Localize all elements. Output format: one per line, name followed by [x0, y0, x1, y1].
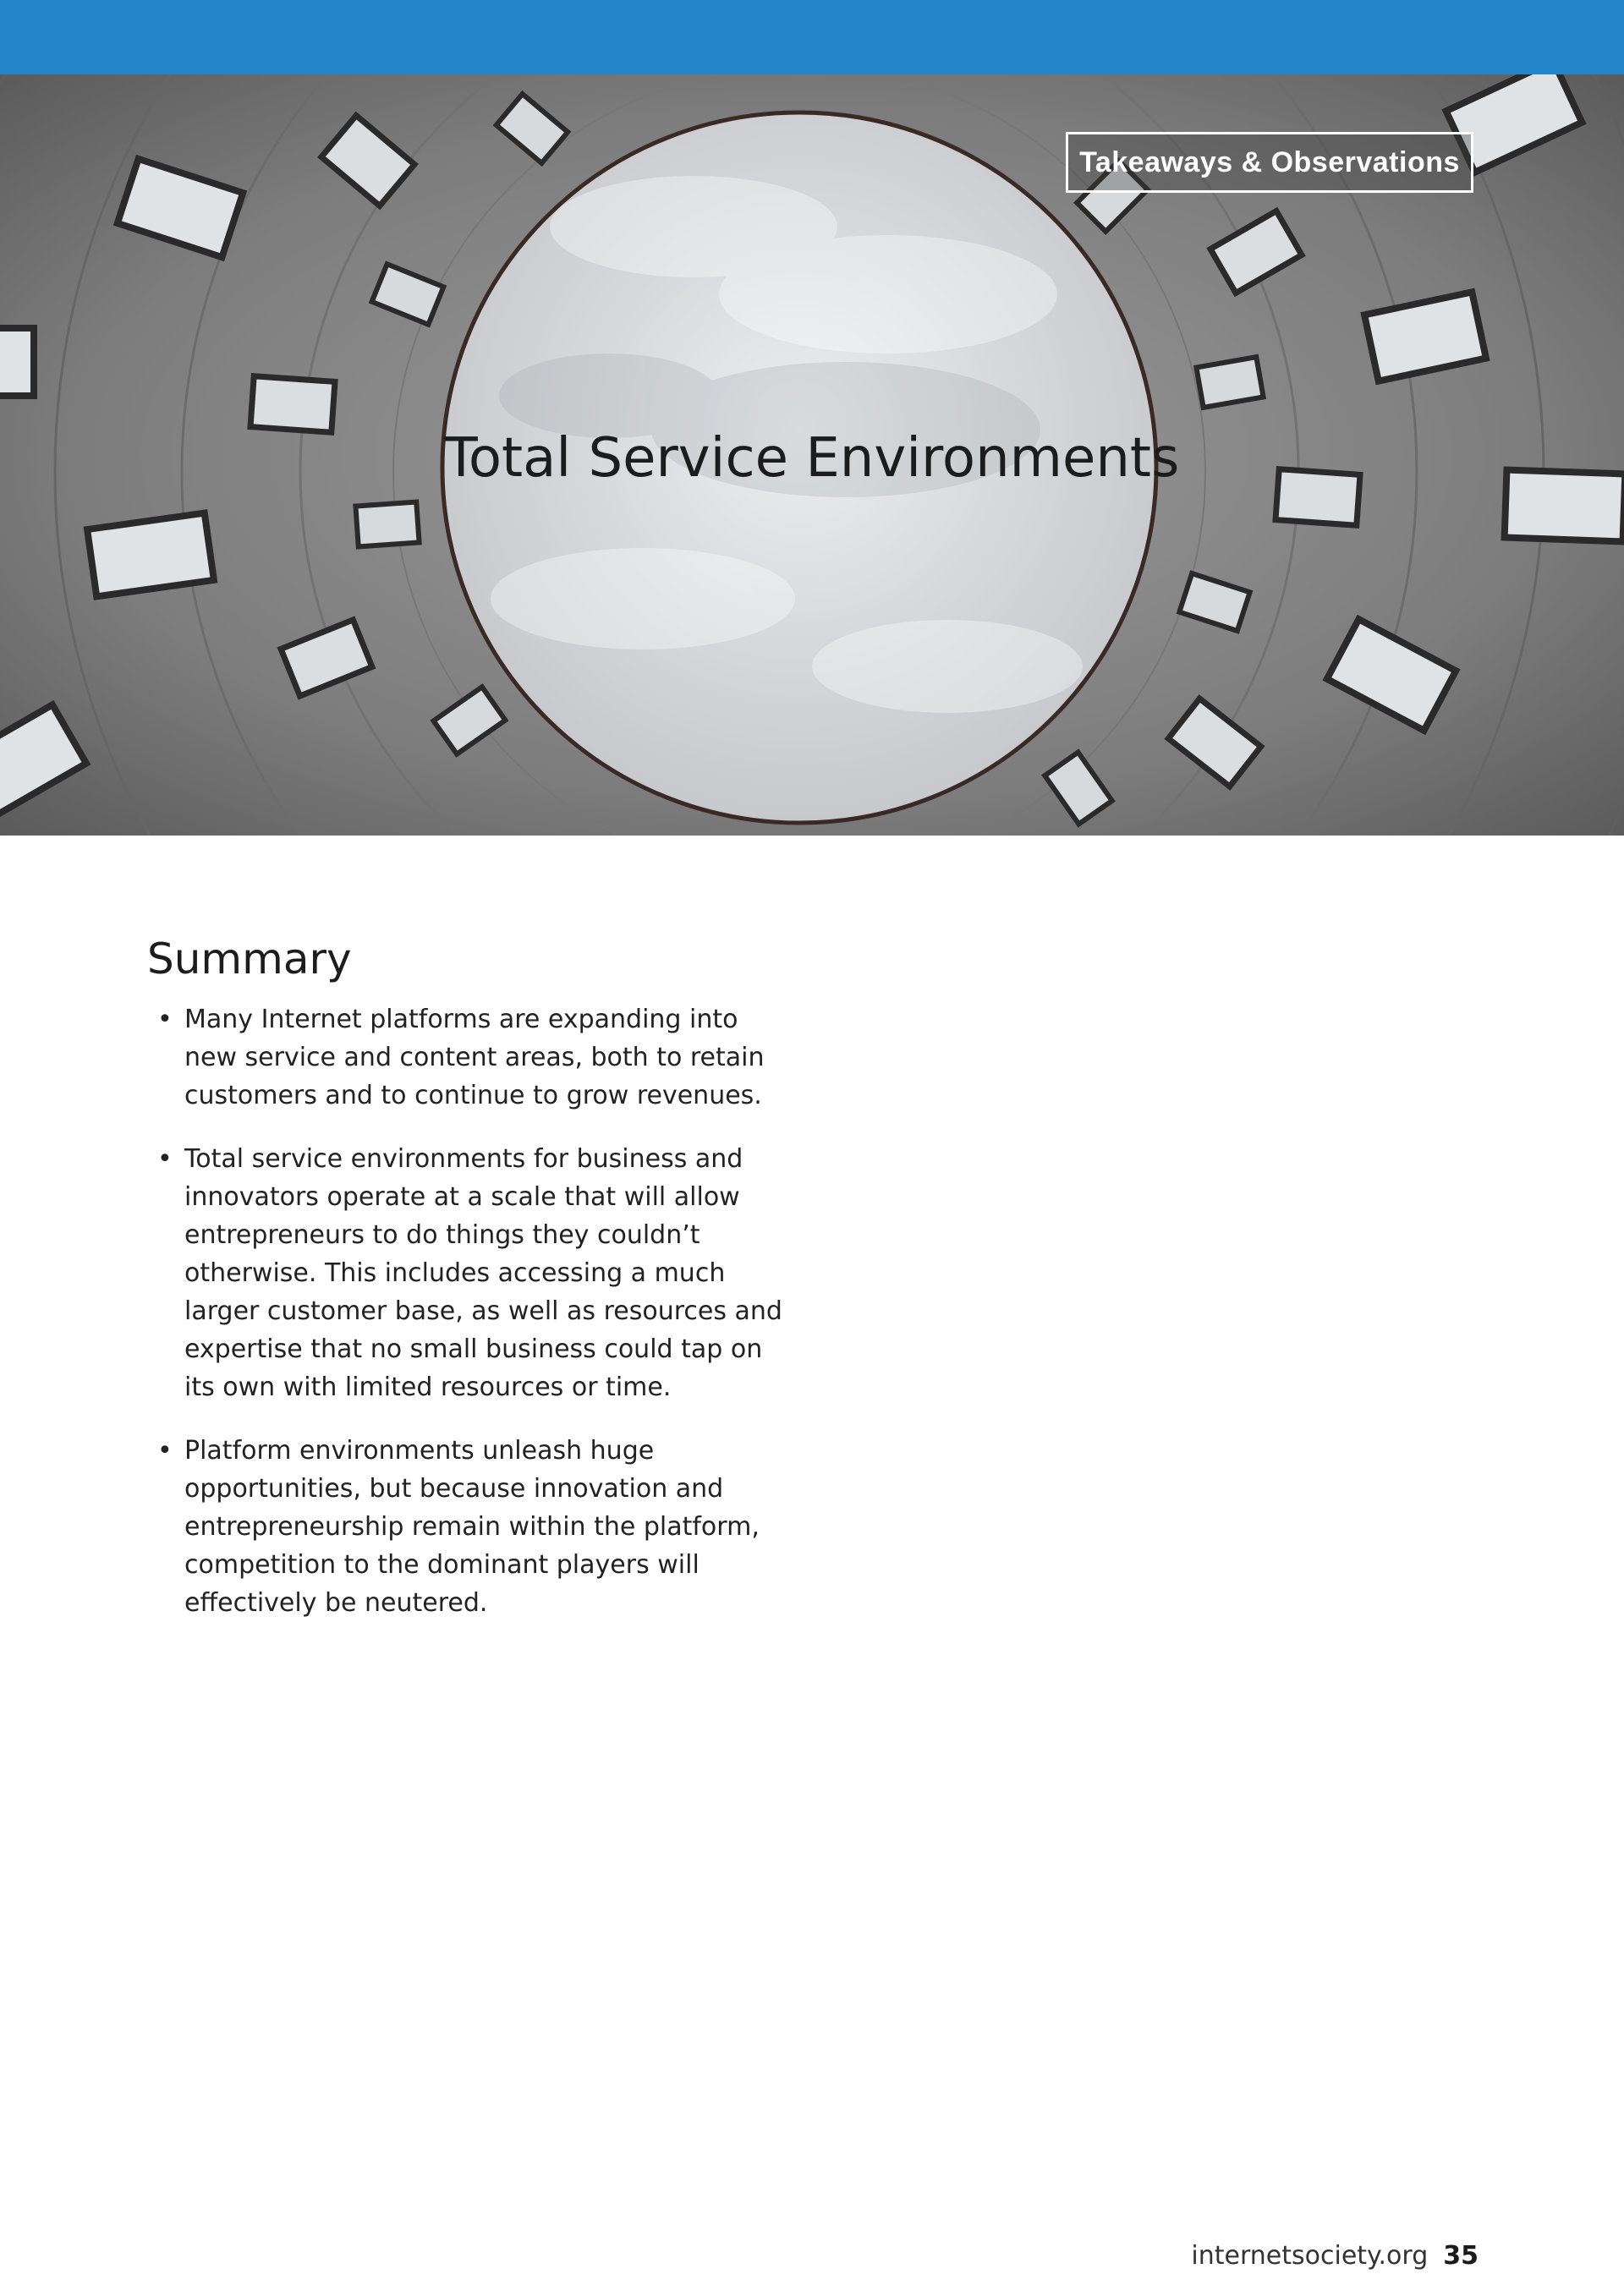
list-item-text: Platform environments unleash huge opportunities, but because innovation and entrepreneurship remain within the platform, competition to the dominant players will effectively be neutered. [184, 1436, 760, 1618]
list-item [147, 1140, 793, 1406]
section-badge: Takeaways & Observations [1066, 132, 1473, 193]
list-item [147, 1432, 793, 1622]
summary-heading: Summary [147, 934, 352, 984]
list-item-text: Many Internet platforms are expanding into new service and content areas, both to retain customers and to continue to grow revenues. [184, 1005, 765, 1110]
summary-list [147, 1000, 790, 1622]
bullet-icon: • [157, 1144, 173, 1174]
list-item [147, 1000, 793, 1115]
bullet-icon: • [157, 1005, 173, 1034]
footer-site-link[interactable]: internetsociety.org [1191, 2241, 1429, 2271]
page-number: 35 [1443, 2241, 1479, 2271]
list-item-text: Total service environments for business and innovators operate at a scale that will allow entrepreneurs to do things they couldn’t otherwise. This includes accessing a much larger customer base, as well as resources and expertise that no small business could tap on its own with limited resources or time. [184, 1144, 782, 1402]
summary-section [147, 934, 790, 1647]
page-title: Total Service Environments [444, 427, 1180, 490]
page-footer [1191, 2241, 1479, 2271]
bullet-icon: • [157, 1436, 173, 1466]
top-color-bar [0, 0, 1624, 74]
